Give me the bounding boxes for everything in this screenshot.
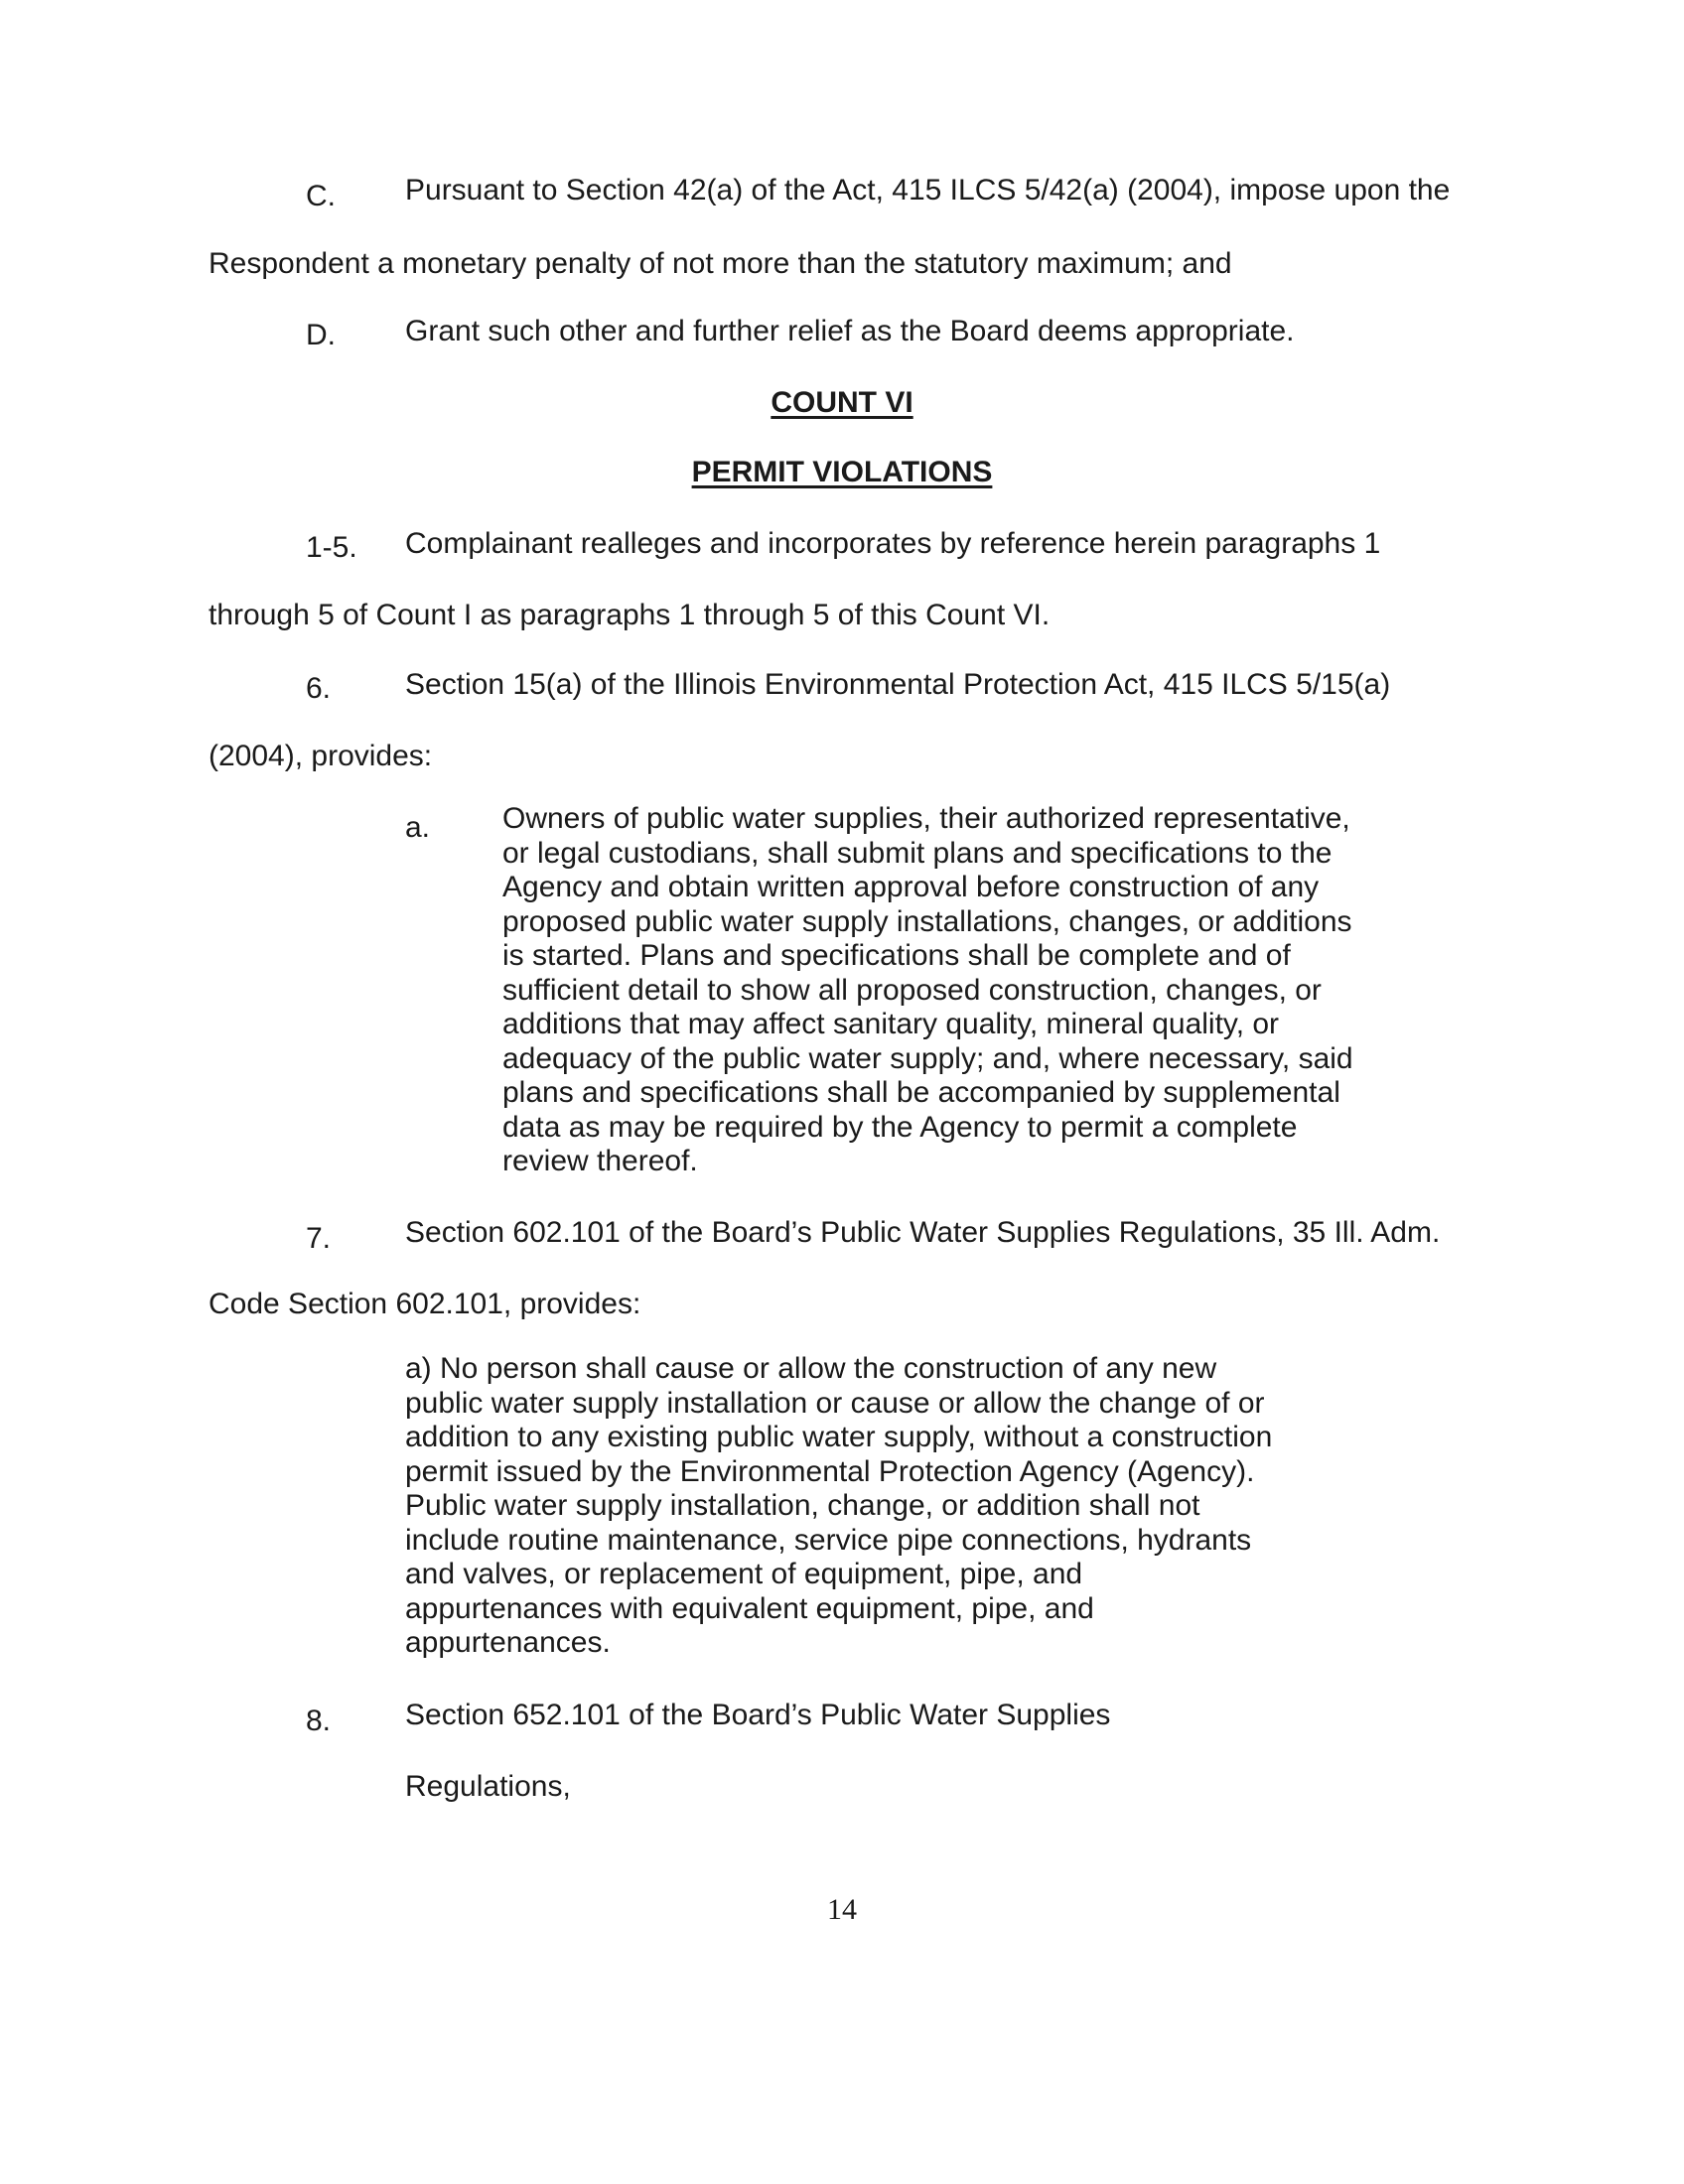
quote-602-text: a) No person shall cause or allow the construction of any new public water supply installation or cause or allow the change of or addition to any existing public water supply, without a construction permit issued by the Environmental Protection Agency (Agency). Public water supply installation, change, or addition shall not include routine maintenance, service pipe connections, hydrants and valves, or replacement of equipment, pipe, and appurtenances with equivalent equipment, pipe, and appurtenances.	[405, 1352, 1273, 1659]
para-8-line-1: Section 652.101 of the Board’s Public Water Supplies	[405, 1699, 1111, 1731]
para-c-marker: C.	[306, 180, 336, 212]
count-heading: COUNT VI	[771, 386, 913, 419]
quote-a-text: Owners of public water supplies, their authorized representative, or legal custodians, shall submit plans and specifications to the Agency and obtain written approval before construction of any proposed public water supply installations, changes, or additions is started. Plans and specifications shall be complete and of sufficient detail to show all proposed construction, changes, or additions that may affect sanitary quality, mineral quality, or adequacy of the public water supply; and, where necessary, said plans and specifications shall be accompanied by supplemental data as may be required by the Agency to permit a complete review thereof.	[502, 802, 1353, 1177]
para-6-line-2: (2004), provides:	[209, 740, 433, 772]
para-8-line-2: Regulations,	[405, 1770, 571, 1803]
para-d-line-1: Grant such other and further relief as the Board deems appropriate.	[405, 315, 1295, 347]
para-6-line-1: Section 15(a) of the Illinois Environmental Protection Act, 415 ILCS 5/15(a)	[405, 668, 1391, 701]
para-1-5-line-1: Complainant realleges and incorporates by reference herein paragraphs 1	[405, 527, 1381, 560]
para-6-marker: 6.	[306, 672, 332, 705]
para-c-line-1: Pursuant to Section 42(a) of the Act, 415 ILCS 5/42(a) (2004), impose upon the	[405, 174, 1451, 206]
para-8-marker: 8.	[306, 1705, 332, 1737]
para-1-5-line-2: through 5 of Count I as paragraphs 1 through 5 of this Count VI.	[209, 599, 1051, 631]
para-7-line-1: Section 602.101 of the Board’s Public Water Supplies Regulations, 35 Ill. Adm.	[405, 1216, 1441, 1249]
para-7-line-2: Code Section 602.101, provides:	[209, 1288, 641, 1320]
para-1-5-marker: 1-5.	[306, 531, 357, 564]
quote-a-marker: a.	[405, 811, 431, 844]
para-7-marker: 7.	[306, 1222, 332, 1255]
count-subheading: PERMIT VIOLATIONS	[691, 456, 993, 488]
para-d-marker: D.	[306, 319, 336, 351]
page-number: 14	[827, 1893, 857, 1926]
para-c-line-2: Respondent a monetary penalty of not more than the statutory maximum; and	[209, 247, 1232, 280]
